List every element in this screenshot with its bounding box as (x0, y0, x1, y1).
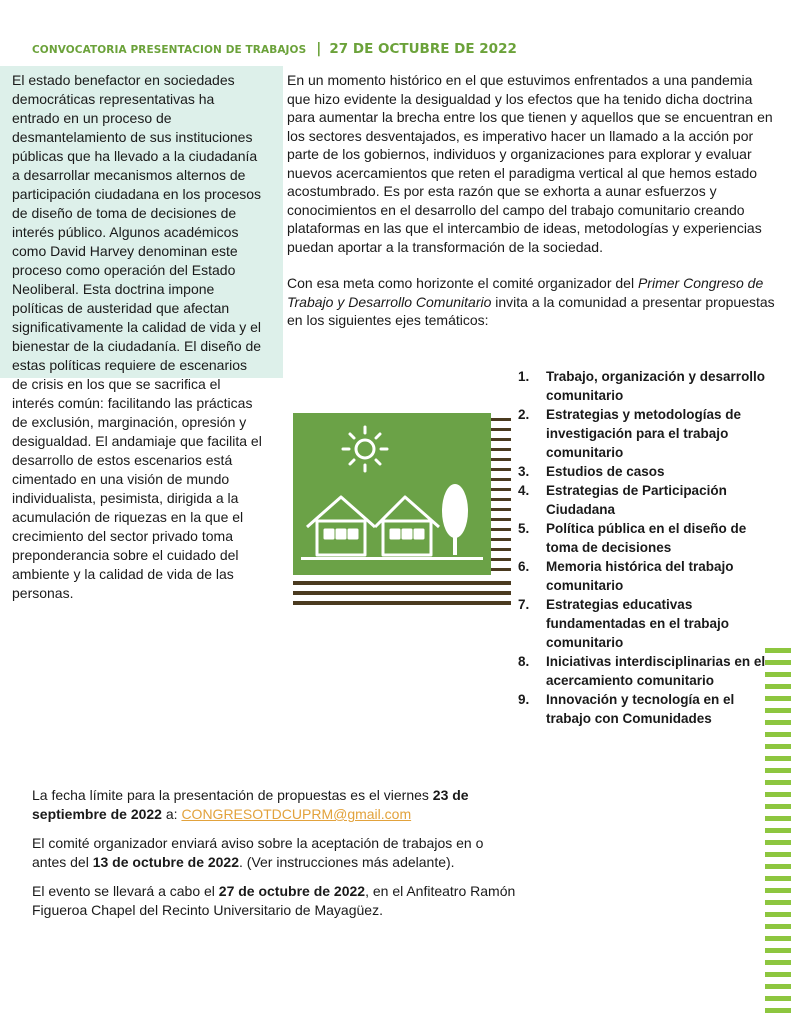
header-date: 27 DE OCTUBRE DE 2022 (329, 41, 517, 57)
topic-text: Iniciativas interdisciplinarias en el acercamiento comunitario (546, 654, 766, 688)
illustration-side-stripes (491, 418, 511, 578)
topic-text: Estrategias de Participación Ciudadana (546, 483, 727, 517)
header-separator: | (316, 41, 322, 57)
invitation-text-post: invita a la comunidad a presentar propuestas en los siguientes ejes temáticos: (287, 293, 775, 328)
invitation-paragraph (287, 274, 775, 330)
illustration-bottom-stripes (293, 581, 511, 611)
submission-email-link[interactable]: CONGRESOTDCUPRM@gmail.com (181, 806, 412, 822)
congress-name: Primer Congreso de Trabajo y Desarrollo Comunitario (287, 275, 764, 310)
decorative-green-stripes (765, 648, 791, 1020)
notice-date: 13 de octubre de 2022 (92, 854, 240, 870)
topics-list (512, 367, 774, 728)
topic-text: Innovación y tecnología en el trabajo con Comunidades (546, 692, 735, 726)
topic-item: 4. Estrategias de Participación Ciudadana (518, 483, 727, 517)
ground-line (301, 557, 483, 560)
topic-item: 8. Iniciativas interdisciplinarias en el acercamiento comunitario (518, 654, 766, 688)
deadline-date: 23 de septiembre de 2022 (32, 787, 469, 822)
notice-paragraph: El comité organizador enviará aviso sobre la aceptación de trabajos en o antes del 13 de octubre de 2022. (Ver instrucciones más adelante). (32, 835, 484, 870)
context-paragraph: En un momento histórico en el que estuvimos enfrentados a una pandemia que hizo evidente la desigualdad y los efectos que ha tenido dicha doctrina para aumentar la brecha entre los que tienen y aquellos que se encuentran en los sectores desventajados, es imperativo hacer un llamado a la acción por parte de los gobiernos, individuos y organizaciones para explorar y evaluar nuevos acercamientos que reten el paradigma vertical al que hemos estado acostumbrado. Es por esta razón que se exhorta a aunar esfuerzos y conocimientos en el desarrollo del campo del trabajo comunitario creando plataformas en las que el intercambio de ideas, metodologías y experiencias puedan aportar a la transformación de la sociedad. (287, 72, 773, 255)
header-title: CONVOCATORIA PRESENTACION DE TRABAJOS (32, 44, 307, 56)
intro-text: El estado benefactor en sociedades democráticas representativas ha entrado en un proceso de desmantelamiento de sus instituciones públicas que ha llevado a la ciudadanía a desarrollar mecanismos alternos de participación ciudadana en los procesos de diseño de toma de decisiones de interés público. Algunos académicos como David Harvey denominan este proceso como operación del Estado Neoliberal. Esta doctrina impone políticas de austeridad que afectan significativamente la calidad de vida y el bienestar de la ciudadanía. El diseño de estas políticas requiere de escenarios de crisis en los que se sacrifica el interés común: facilitando las prácticas de exclusión, marginación, opresión y desigualdad. El andamiaje que facilita el desarrollo de estos escenarios está cimentado en una visión de mundo individualista, pesimista, dirigida a la acumulación de riquezas en la que el crecimiento del sector privado toma preponderancia sobre el cuidado del ambiente y la calidad de vida de las personas. (12, 72, 262, 601)
topic-item: 3. Estudios de casos (518, 464, 665, 479)
event-date: 27 de octubre de 2022 (218, 883, 366, 899)
topic-text: Memoria histórica del trabajo comunitario (546, 559, 734, 593)
topic-item: 1. Trabajo, organización y desarrollo comunitario (518, 369, 766, 403)
topic-item: 9. Innovación y tecnología en el trabajo con Comunidades (518, 692, 735, 726)
topic-item: 5. Política pública en el diseño de toma de decisiones (518, 521, 747, 555)
dates-section (32, 786, 520, 930)
topic-item: 2. Estrategias y metodologías de investigación para el trabajo comunitario (518, 407, 742, 460)
topic-text: Estudios de casos (546, 464, 665, 479)
topic-item: 7. Estrategias educativas fundamentadas en el trabajo comunitario (518, 597, 730, 650)
topic-text: Política pública en el diseño de toma de decisiones (546, 521, 747, 555)
context-section (287, 71, 775, 330)
deadline-paragraph: La fecha límite para la presentación de propuestas es el viernes 23 de septiembre de 2022 a: CONGRESOTDCUPRM@gmail.com (32, 787, 469, 822)
event-paragraph: El evento se llevará a cabo el 27 de octubre de 2022, en el Anfiteatro Ramón Figueroa Chapel del Recinto Universitario de Mayagüez. (32, 883, 516, 918)
invitation-text-pre: Con esa meta como horizonte el comité organizador del (287, 275, 638, 291)
topic-text: Estrategias y metodologías de investigación para el trabajo comunitario (546, 407, 742, 460)
topic-item: 6. Memoria histórica del trabajo comunitario (518, 559, 734, 593)
topic-text: Estrategias educativas fundamentadas en el trabajo comunitario (546, 597, 730, 650)
topic-text: Trabajo, organización y desarrollo comunitario (546, 369, 766, 403)
page-header (32, 38, 517, 57)
